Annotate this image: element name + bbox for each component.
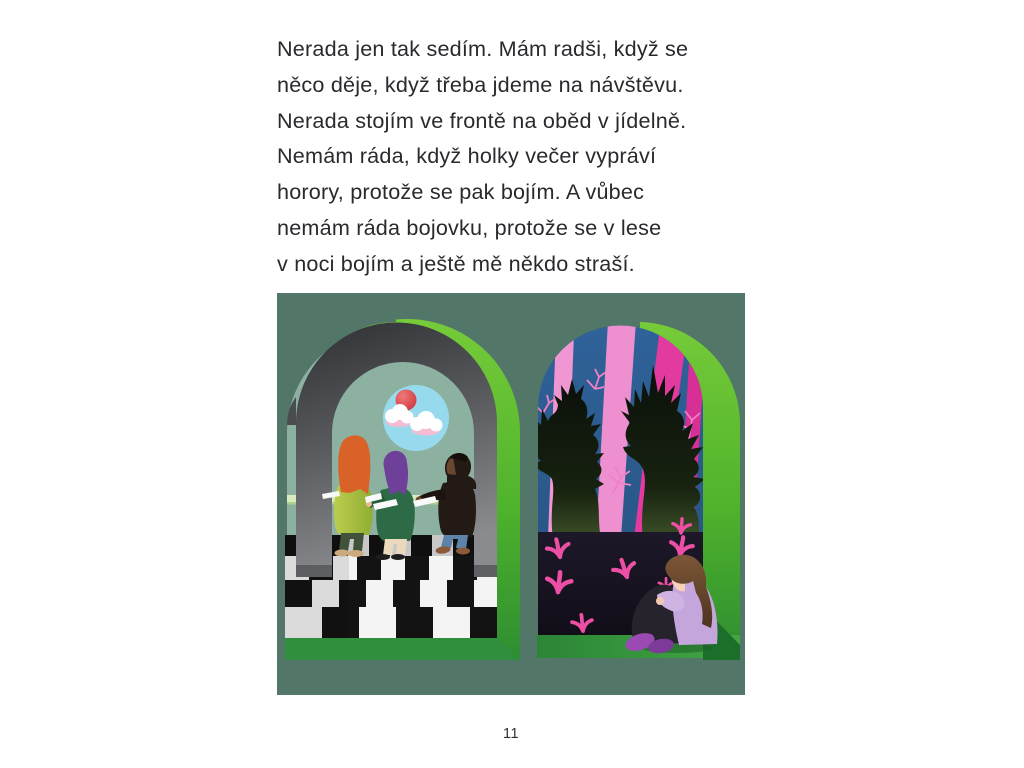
text-line: Nerada jen tak sedím. Mám radši, když se <box>277 36 689 61</box>
girl-hand <box>656 597 664 605</box>
sky-porthole <box>383 385 449 451</box>
page-number: 11 <box>502 726 520 742</box>
text-line: něco děje, když třeba jdeme na návštěvu. <box>277 71 684 97</box>
right-window <box>527 293 740 695</box>
text-line: v noci bojím a ještě mě někdo straší. <box>277 250 635 276</box>
text-line: nemám ráda bojovku, protože se v lese <box>277 214 662 240</box>
text-line: Nemám ráda, když holky večer vypráví <box>277 143 657 169</box>
text-line: horory, protože se pak bojím. A vůbec <box>277 179 645 205</box>
column-base <box>474 565 497 577</box>
illustration <box>277 293 745 695</box>
left-window <box>277 293 520 695</box>
illustration-svg <box>277 293 745 695</box>
floor-edge-left <box>285 638 520 660</box>
column-base <box>296 565 332 577</box>
paragraph <box>277 31 688 282</box>
text-line: Nerada stojím ve frontě na oběd v jídelně. <box>277 107 687 133</box>
